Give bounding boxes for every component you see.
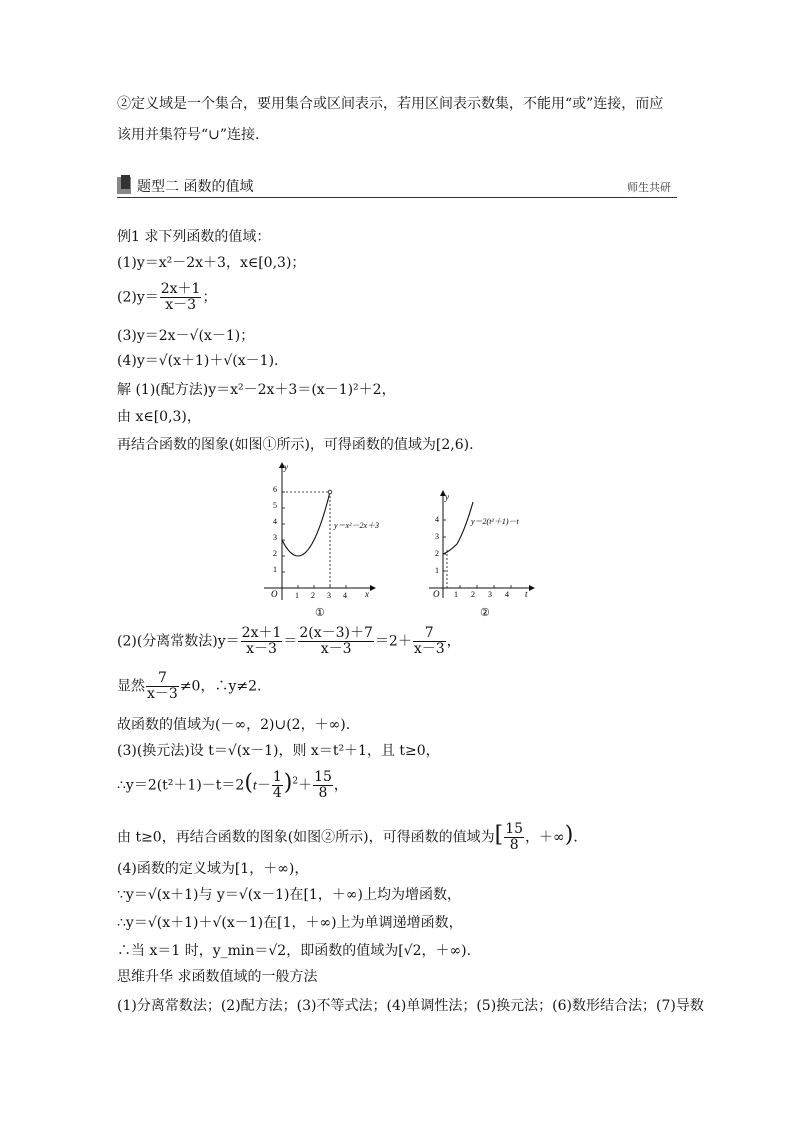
- fig2-x-axis-label: t: [525, 589, 528, 599]
- example-heading: 例1 求下列函数的值域：: [117, 229, 271, 245]
- question-3: (3)y＝2x－√(x－1)；: [117, 328, 255, 344]
- fig2-x-tick: 3: [488, 590, 492, 599]
- question-1: (1)y＝x²－2x＋3，x∈[0,3)；: [117, 255, 306, 271]
- question-2: (2)y＝ $\frac{2x+1}{x-3}$ ；: [117, 281, 217, 313]
- fig1-y-tick: 3: [273, 533, 277, 542]
- fig1-x-tick: 4: [343, 591, 347, 600]
- fig2-y-tick: 3: [435, 532, 439, 541]
- solution-4b: ∵y＝√(x＋1)与 y＝√(x－1)在[1，＋∞)上均为增函数，: [117, 887, 461, 903]
- fig1-curve: [282, 492, 330, 556]
- intro-line-2: 该用并集符号“∪”连接.: [117, 127, 260, 143]
- fig1-caption: ①: [315, 607, 325, 619]
- fig2-y-tick: 1: [435, 566, 439, 575]
- fig1-y-tick: 5: [273, 501, 277, 510]
- section-title: 题型二 函数的值域: [137, 179, 254, 195]
- fig2-curve: [443, 502, 473, 554]
- fig2-x-tick: 4: [505, 590, 509, 599]
- solution-4c: ∴y＝√(x＋1)＋√(x－1)在[1，＋∞)上为单调递增函数，: [117, 915, 463, 931]
- solution-2a: (2)(分离常数法)y＝ $\frac{2x+1}{x-3}$ ＝ $\frac{2(x-3)+7}{x-3}$ ＝2＋ $\frac{7}{x-3}$ ，: [117, 625, 461, 657]
- fig1-y-tick: 4: [273, 517, 277, 526]
- fig2-y-axis-label: y: [445, 492, 449, 502]
- fig1-x-tick: 3: [327, 591, 331, 600]
- fig2-caption: ②: [480, 607, 490, 619]
- solution-3a: (3)(换元法)设 t＝√(x－1)，则 x＝t²＋1，且 t≥0，: [117, 743, 440, 759]
- solution-1b: 由 x∈[0,3)，: [117, 409, 201, 425]
- fig1-y-tick: 2: [273, 549, 277, 558]
- fig2-curve-label: y＝2(t²＋1)－t: [471, 517, 519, 526]
- fig1-curve-label: y＝x²－2x＋3: [334, 521, 380, 530]
- fig1-origin: O: [271, 589, 278, 599]
- solution-1c: 再结合函数的图象(如图①所示)，可得函数的值域为[2,6).: [117, 437, 474, 453]
- fig1-x-tick: 1: [295, 591, 299, 600]
- fig1-x-axis-label: x: [365, 589, 369, 599]
- section-header: [117, 174, 677, 198]
- solution-1a: 解 (1)(配方法)y＝x²－2x＋3＝(x－1)²＋2，: [117, 382, 396, 398]
- question-4: (4)y＝√(x＋1)＋√(x－1).: [117, 353, 279, 369]
- fig2-x-tick: 1: [454, 590, 458, 599]
- fig2-y-tick: 2: [435, 549, 439, 558]
- fig1-y-tick: 1: [273, 565, 277, 574]
- solution-4a: (4)函数的定义域为[1，＋∞)，: [117, 861, 309, 877]
- solution-3b: ∴y＝2(t²＋1)－t＝2(t－ $\frac{1}{4}$ )$^2$＋ $\frac{15}{8}$ ，: [117, 769, 348, 801]
- fig2-x-tick: 2: [471, 590, 475, 599]
- fig2-y-tick: 4: [435, 515, 439, 524]
- fig1-y-axis-label: y: [284, 462, 288, 472]
- figure-1: [258, 460, 388, 620]
- fig2-origin: O: [433, 589, 440, 599]
- summary-methods: (1)分离常数法；(2)配方法；(3)不等式法；(4)单调性法；(5)换元法；(6)数形结合法；(7)导数: [117, 998, 704, 1014]
- figure-2: [425, 490, 545, 620]
- solution-4d: ∴当 x＝1 时，y_min＝√2，即函数的值域为[√2，＋∞).: [117, 943, 472, 959]
- fraction: $\frac{2x+1}{x-3}$: [160, 281, 201, 313]
- section-tag: 师生共研: [627, 181, 671, 194]
- intro-line-1: ②定义域是一个集合，要用集合或区间表示，若用区间表示数集，不能用“或”连接，而应: [117, 96, 664, 112]
- solution-2c: 故函数的值域为(－∞，2)∪(2，＋∞).: [117, 717, 351, 733]
- solution-2b: 显然 $\frac{7}{x-3}$ ≠0，∴y≠2.: [117, 670, 262, 702]
- summary-heading: 思维升华 求函数值域的一般方法: [117, 969, 318, 985]
- fig1-y-tick: 6: [273, 485, 277, 494]
- fig1-x-tick: 2: [311, 591, 315, 600]
- solution-3c: 由 t≥0，再结合函数的图象(如图②所示)，可得函数的值域为[ $\frac{15}{8}$ ，＋∞).: [117, 821, 578, 853]
